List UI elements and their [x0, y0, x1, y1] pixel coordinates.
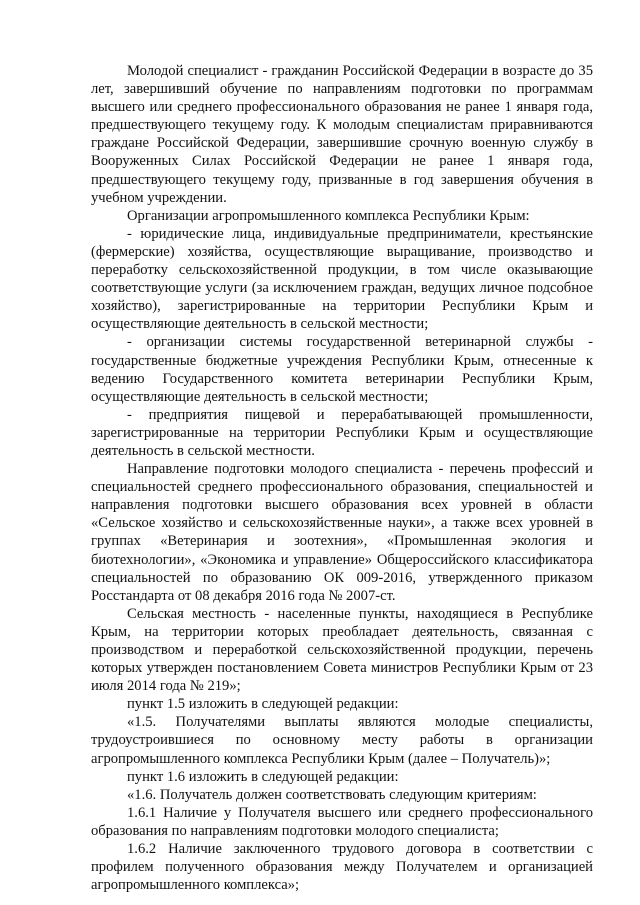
paragraph-clause-1-6-2: 1.6.2 Наличие заключенного трудового договора в соответствии с профилем полученного образования между Получателем и организацией агропромышленного комплекса»;: [91, 841, 593, 894]
paragraph-clause-1-5-intro: пункт 1.5 изложить в следующей редакции:: [127, 696, 399, 713]
document-page: [91, 62, 593, 894]
paragraph-clause-1-6: «1.6. Получатель должен соответствовать следующим критериям:: [127, 786, 537, 803]
paragraph-rural-area: Сельская местность - населенные пункты, находящиеся в Республике Крым, на территории которых преобладает деятельность, связанная с производством и переработкой сельскохозяйственной продукции, перечень которых утвержден постановлением Совета министров Республики Крым от 23 июля 2014 года № 219»;: [91, 605, 593, 695]
paragraph-young-specialist: Молодой специалист - гражданин Российской Федерации в возрасте до 35 лет, завершивший обучение по направлениям подготовки по программам высшего или среднего профессионального образования не ранее 1 января года, предшествующего текущему году. К молодым специалистам приравниваются граждане Российской Федерации, завершившие срочную военную службу в Вооруженных Силах Российской Федерации не ранее 1 января года, предшествующего текущему году, призванные в год завершения обучения в учебном учреждении.: [91, 63, 593, 206]
paragraph-clause-1-6-1: 1.6.1 Наличие у Получателя высшего или среднего профессионального образования по направлениям подготовки молодого специалиста;: [91, 804, 593, 839]
paragraph-clause-1-6-intro: пункт 1.6 изложить в следующей редакции:: [127, 768, 399, 785]
list-item-food-industry: - предприятия пищевой и перерабатывающей промышленности, зарегистрированные на территории Республики Крым и осуществляющие деятельность в сельской местности.: [91, 406, 593, 459]
paragraph-training-direction: Направление подготовки молодого специалиста - перечень профессий и специальностей среднего профессионального образования, специальностей и направления подготовки высшего образования всех уровней в области «Сельское хозяйство и сельскохозяйственные науки», а также всех уровней в группах «Ветеринария и зоотехния», «Промышленная экология и биотехнологии», «Экономика и управление» Общероссийского классификатора специальностей по образованию ОК 009-2016, утвержденного приказом Росстандарта от 08 декабря 2016 года № 2007-ст.: [91, 461, 593, 604]
list-item-legal-entities: - юридические лица, индивидуальные предприниматели, крестьянские (фермерские) хозяйства, осуществляющие выращивание, производство и переработку сельскохозяйственной продукции, в том числе оказывающие соответствующие услуги (за исключением граждан, ведущих личное подсобное хозяйство), зарегистрированные на территории Республики Крым и осуществляющие деятельность в сельской местности;: [91, 225, 593, 333]
list-item-veterinary-service: - организации системы государственной ветеринарной службы - государственные бюджетные учреждения Республики Крым, отнесенные к ведению Государственного комитета ветеринарии Республики Крым, осуществляющие деятельность в сельской местности;: [91, 334, 593, 405]
paragraph-agro-organizations: Организации агропромышленного комплекса Республики Крым:: [127, 207, 530, 224]
paragraph-clause-1-5: «1.5. Получателями выплаты являются молодые специалисты, трудоустроившиеся по основному месту работы в организации агропромышленного комплекса Республики Крым (далее – Получатель)»;: [91, 714, 593, 767]
